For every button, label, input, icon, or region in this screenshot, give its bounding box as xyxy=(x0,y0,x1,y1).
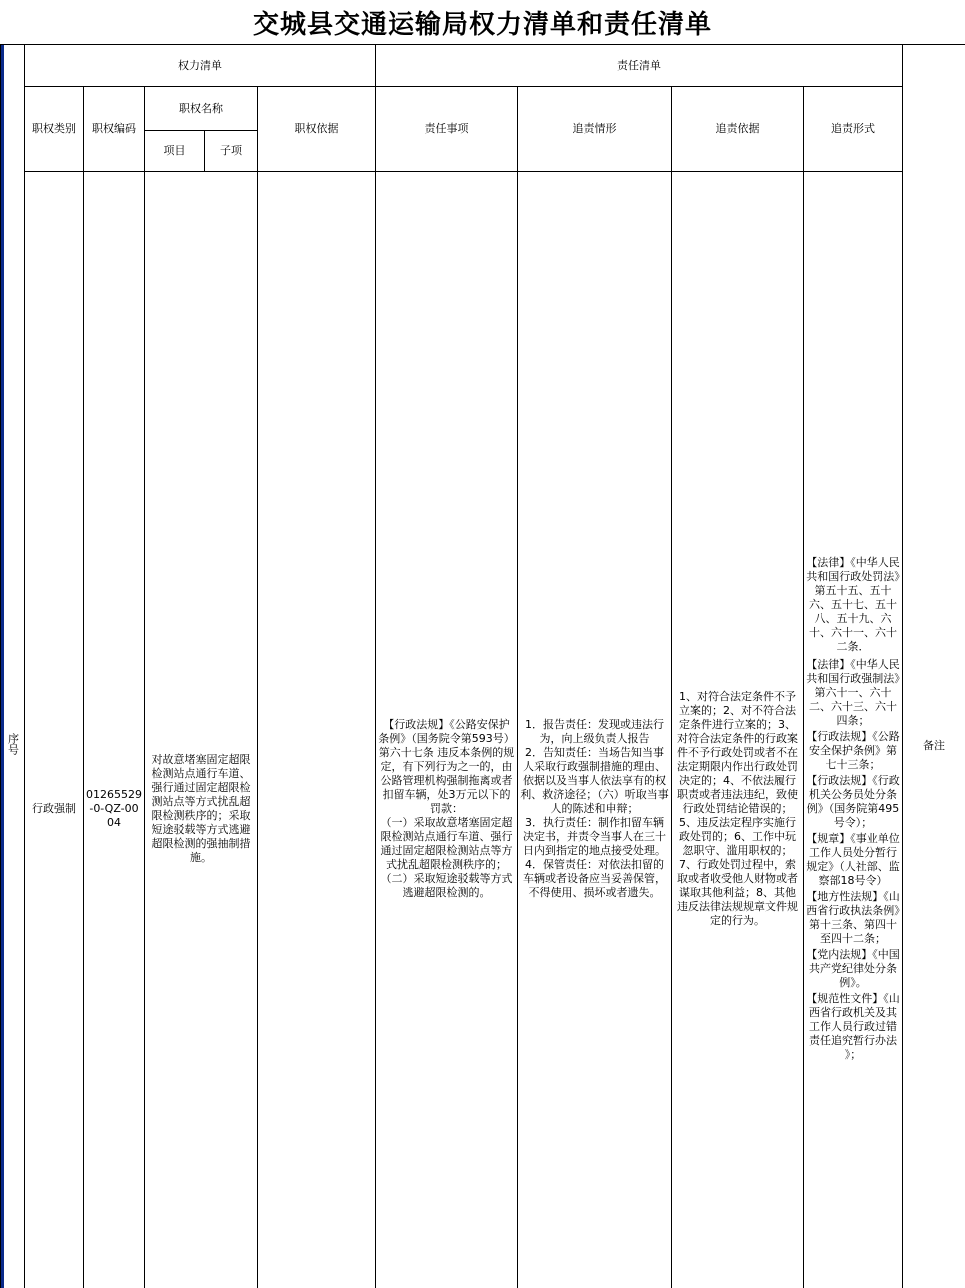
row-item: 对故意堵塞固定超限检测站点通行车道、强行通过固定超限检测站点等方式扰乱超限检测秩序的；采取短途驳载等方式逃避超限检测的强抽制措施。 xyxy=(145,172,258,1288)
seq-header: 序号 xyxy=(1,45,25,1288)
power-category-header: 职权类别 xyxy=(25,87,84,172)
power-list-header: 权力清单 xyxy=(25,45,376,87)
power-basis-header: 职权依据 xyxy=(258,87,376,172)
row-code: 01265529-0-QZ-0004 xyxy=(84,172,145,1288)
acc-basis-line: 【地方性法规】《山西省行政执法条例》第十三条、第四十至四十二条； xyxy=(806,890,900,946)
responsibility-list-header: 责任清单 xyxy=(376,45,903,87)
item-header: 项目 xyxy=(145,131,205,172)
row-resp-matters: 1．报告责任：发现或违法行为，向上级负责人报告 2．告知责任：当场告知当事人采取行政强制措施的理由、依据以及当事人依法享有的权利、救济途径；（六）听取当事人的陈述和申辩； 3．执行责任：制作扣留车辆决定书，并责令当事人在三十日内到指定的地点接受处理。 4．保管责任：对依法扣留的车辆或者设备应当妥善保管，不得使用、损坏或者遗失。 xyxy=(518,172,672,1288)
accountability-cases-header: 追责情形 xyxy=(518,87,672,172)
row-basis: 【行政法规】《公路安保护条例》（国务院令第593号）第六十七条 违反本条例的规定，有下列行为之一的，由公路管理机构强制拖离或者扣留车辆，处3万元以下的罚款： （一）采取故意堵塞固定超限检测站点通行车道、强行通过固定超限检测站点等方式扰乱超限检测秩序的； （二）采取短途驳载等方式逃避超限检测的。 xyxy=(376,172,518,1288)
sub-item-header: 子项 xyxy=(205,131,258,172)
acc-basis-line: 【行政法规】《行政机关公务员处分条例》（国务院第495号令）； xyxy=(806,774,900,830)
accountability-basis-header: 追责依据 xyxy=(672,87,804,172)
row-category: 行政强制 xyxy=(25,172,84,1288)
row-accountability-basis xyxy=(804,172,903,1288)
power-responsibility-table xyxy=(0,44,965,1288)
acc-basis-line: 【法律】《中华人民共和国行政处罚法》第五十五、五十六、五十七、五十八、五十九、六十、六十一、六十二条． xyxy=(806,556,900,654)
acc-basis-line: 【规范性文件】《山西省行政机关及其工作人员行政过错责任追究暂行办法 》； xyxy=(806,992,900,1062)
blue-marker xyxy=(1,45,4,1288)
page-title: 交城县交通运输局权力清单和责任清单 xyxy=(0,0,965,44)
remarks-header: 备注 xyxy=(903,45,965,1288)
row-accountability-cases: 1、对符合法定条件不予立案的；2、对不符合法定条件进行立案的；3、对符合法定条件的行政案件不予行政处罚或者不在法定期限内作出行政处罚决定的；4、不依法履行职责或者违法违纪，致使行政处罚结论错误的；5、违反法定程序实施行政处罚的；6、工作中玩忽职守、滥用职权的；7、行政处罚过程中，索取或者收受他人财物或者谋取其他利益；8、其他违反法律法规规章文件规定的行为。 xyxy=(672,172,804,1288)
acc-basis-line: 【法律】《中华人民共和国行政强制法》第六十一、六十二、六十三、六十四条； xyxy=(806,658,900,728)
row-sub-item xyxy=(258,172,376,1288)
resp-matters-header: 责任事项 xyxy=(376,87,518,172)
acc-basis-line: 【规章】《事业单位工作人员处分暂行规定》（人社部、监察部18号令） xyxy=(806,832,900,888)
acc-basis-line: 【行政法规】《公路安全保护条例》第七十三条； xyxy=(806,730,900,772)
power-name-header: 职权名称 xyxy=(145,87,258,131)
acc-basis-line: 【党内法规】《中国共产党纪律处分条例》。 xyxy=(806,948,900,990)
accountability-forms-header: 追责形式 xyxy=(804,87,903,172)
power-code-header: 职权编码 xyxy=(84,87,145,172)
